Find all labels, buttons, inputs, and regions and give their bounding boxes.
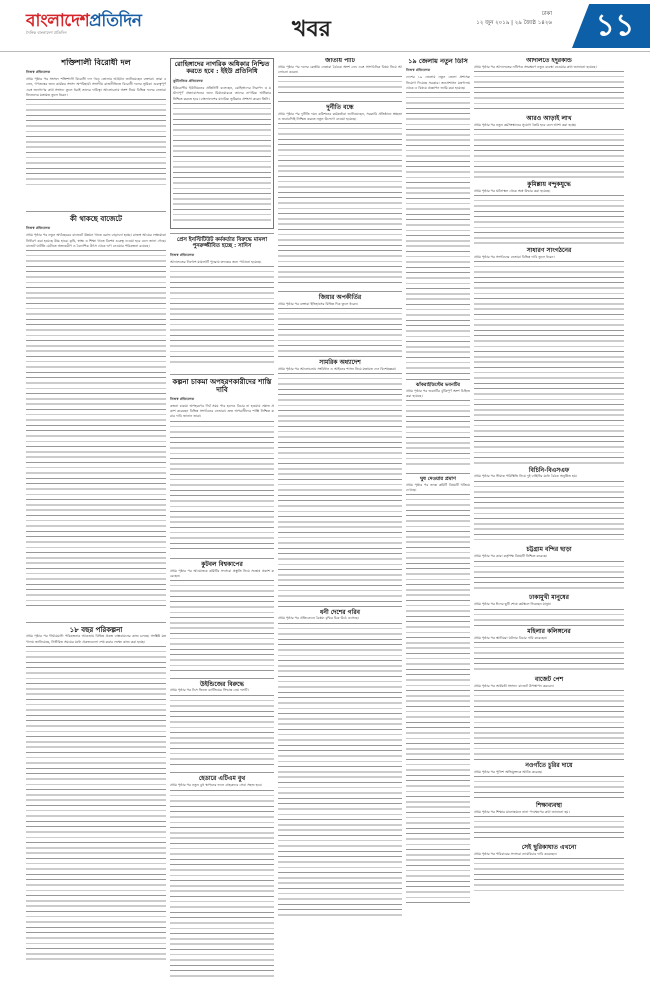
article-body — [406, 389, 470, 469]
text-lines — [474, 129, 624, 179]
article-title[interactable]: প্রেস ইনস্টিটিউট কর্মকর্তার বিরুদ্ধে মামলা পুনরুজ্জীবিত হচ্ছে : সাদিস — [176, 236, 268, 250]
body-text: কল্পনা চাকমা অপহরণের দীর্ঘ সময় পার হলেও বিচার না হওয়ায় ক্ষোভ প্রকাশ করেছেন বিভিন্ন সংগঠনের নেতারা। দ্রুত অপরাধীদের শাস্তি নিশ্চিত করার দাবি জানান তারা। — [170, 403, 274, 419]
divider — [278, 101, 402, 102]
masthead — [0, 0, 650, 52]
body-text: প্রথম পৃষ্ঠার পর সংগঠনের নেতারা বিভিন্ন দাবি তুলে ধরেন। — [474, 254, 555, 259]
article-body — [170, 404, 274, 554]
article-body — [170, 569, 274, 674]
article-box — [170, 58, 274, 229]
article-body — [406, 75, 470, 375]
date-text: ১২ জুন ২০১৯ | ২৯ জ্যৈষ্ঠ ১৪২৬ — [476, 20, 552, 26]
article-title[interactable]: আদালতে ইঁদুরকান্ড — [526, 58, 572, 64]
article-body — [474, 684, 624, 760]
byline: কূটনৈতিক প্রতিবেদক — [173, 78, 203, 83]
article-title[interactable]: কুমিল্লায় বন্দুকযুদ্ধে — [527, 180, 571, 188]
article-body — [26, 233, 166, 618]
text-lines — [26, 646, 166, 964]
article-title[interactable]: আরও আড়াই লাখ — [526, 114, 572, 122]
article-body — [26, 634, 166, 964]
body-text: প্রথম পৃষ্ঠার পর দীর্ঘমেয়াদি পরিকল্পনার আওতায় বিভিন্ন প্রকল্প বাস্তবায়নের কাজ চলছে। সংশ্লিষ্ট মন্ত্রণালয় জানিয়েছে, নির্ধারিত সময়ের মধ্যে প্রকল্পগুলো শেষ করার লক্ষ্যে কাজ করা হচ্ছে। — [26, 634, 166, 644]
column-5 — [474, 58, 624, 978]
divider — [170, 558, 274, 559]
text-lines — [406, 400, 470, 468]
text-lines — [170, 266, 274, 366]
article-title[interactable]: ঝাঁকরাইডিস্টের ভবনটির — [415, 383, 461, 389]
body-text: প্রথম পৃষ্ঠার পর আয়োজক কমিটির সদস্যরা প্রস্তুতি নিয়ে সন্তোষ প্রকাশ করেছেন। — [170, 568, 274, 578]
text-lines — [170, 580, 274, 673]
article-body — [170, 783, 274, 978]
body-text: প্রথম পৃষ্ঠার পর অর্থমন্ত্রী সংসদে বাজেট উপস্থাপন করবেন। — [474, 684, 554, 689]
body-text: ইউরোপীয় ইউনিয়নের প্রতিনিধি বলেছেন, রোহিঙ্গাদের নিরাপদ ও মর্যাদাপূর্ণ প্রত্যাবাসনের জন্য মিয়ানমারকে তাদের নাগরিক অধিকার নিশ্চিত করতে হবে। বাংলাদেশের মানবিক ভূমিকার প্রশংসা করেন তিনি। — [173, 85, 271, 101]
body-text: প্রথম পৃষ্ঠার পর কারা কর্তৃপক্ষ বিষয়টি নিশ্চিত করেছে। — [474, 554, 548, 559]
article-title[interactable]: বিচিনি-বিএসএফ — [528, 466, 570, 474]
article-title[interactable]: চট্টগ্রাম বন্দির ছাড়া — [526, 546, 572, 554]
text-lines — [170, 695, 274, 769]
article-title[interactable]: বাজেট পেশ — [534, 676, 564, 684]
section-title: খবর — [292, 16, 331, 42]
page-number-tab — [558, 0, 650, 52]
divider — [170, 233, 274, 234]
article-title[interactable]: কী থাকছে বাজেটে — [70, 214, 122, 224]
article-title[interactable]: সামরিক অধ্যাদেশ — [319, 358, 361, 366]
divider — [26, 211, 166, 212]
body-text: প্রথম পৃষ্ঠার পর ঈদের ছুটি শেষে কর্মস্থলে ফিরছেন মানুষ। — [474, 602, 551, 607]
byline: নিজস্ব প্রতিবেদক — [170, 396, 195, 401]
body-text: প্রথম পৃষ্ঠার পর পুলিশ অভিযুক্তকে আটক করেছে। — [474, 769, 543, 774]
article-body — [278, 616, 402, 916]
body-text: প্রথম পৃষ্ঠার পর প্রতিবেদনে বৈষম্য বৃদ্ধির চিত্র উঠে এসেছে। — [278, 616, 359, 621]
article-body — [474, 255, 624, 465]
text-lines — [474, 858, 624, 892]
article-body — [474, 602, 624, 626]
byline: নিজস্ব প্রতিবেদক — [26, 70, 51, 75]
text-lines — [474, 561, 624, 593]
body-text: প্রথম পৃষ্ঠার পর বক্তারা ইতিহাসের বিভিন্ন দিক তুলে ধরেন। — [278, 301, 358, 306]
article-body — [474, 474, 624, 544]
divider — [170, 374, 274, 375]
article-title[interactable]: ১৯ জেলায় নতুন ডিসি — [408, 58, 468, 65]
text-lines — [406, 494, 470, 902]
column-2 — [170, 58, 274, 978]
article-title[interactable]: শিক্ষাব্যবস্থা — [536, 801, 562, 809]
byline: নিজস্ব প্রতিবেদক — [170, 252, 195, 257]
article-body — [474, 65, 624, 113]
article-body — [474, 810, 624, 842]
article-title[interactable]: রোহিঙ্গাদের নাগরিক অধিকার নিশ্চিত করতে হবে : ইইউ প্রতিনিধি — [174, 60, 270, 76]
divider — [278, 356, 402, 357]
article-title[interactable]: ঘুষ দেওয়ার প্রমাণ — [420, 475, 456, 482]
page-number: ১১ — [595, 8, 635, 43]
body-text: দেশের ১৯ জেলায় নতুন জেলা প্রশাসক নিয়োগ দিয়েছে সরকার। জনপ্রশাসন মন্ত্রণালয় থেকে এ বিষয়ে প্রজ্ঞাপন জারি করা হয়েছে। — [406, 75, 470, 91]
body-text: প্রথম পৃষ্ঠার পর আদালতের নথিপত্র সংরক্ষণে নতুন ব্যবস্থা নেওয়ার কথা জানানো হয়েছে। — [474, 64, 597, 69]
article-body — [26, 77, 166, 207]
text-lines — [170, 421, 274, 551]
text-lines — [26, 250, 166, 610]
text-lines — [474, 642, 624, 674]
article-title[interactable]: সাধারণ সাংগঠনের — [526, 246, 572, 254]
article-title[interactable]: নওগাঁতে চুরির দায়ে — [525, 762, 573, 770]
article-title[interactable]: উইন্ডিজের বিরুদ্ধে — [200, 680, 244, 688]
article-title[interactable]: ধনী দেশের গরিব — [320, 608, 360, 616]
text-lines — [170, 790, 274, 978]
body-text: প্রথম পৃষ্ঠার পর টসে জিতে ব্যাটিংয়ের সিদ্ধান্ত নেয় দলটি। — [170, 688, 249, 693]
logo-part-2: প্রতিদিন — [89, 11, 142, 31]
divider — [26, 622, 166, 623]
byline: নিজস্ব প্রতিবেদক — [406, 68, 431, 73]
article-title[interactable]: ঢাকামুখী মানুষের — [529, 594, 569, 602]
body-text: প্রথম পৃষ্ঠার পর শিক্ষার মানোন্নয়নে নানা পদক্ষেপের কথা জানানো হয়। — [474, 809, 570, 814]
article-body — [170, 688, 274, 768]
article-body — [474, 123, 624, 179]
text-lines — [406, 92, 470, 375]
body-text: প্রথম পৃষ্ঠার পর ঘটনাস্থল থেকে অস্ত্র উদ্ধার করা হয়েছে। — [474, 188, 551, 193]
article-body — [406, 483, 470, 903]
body-text: প্রথম পৃষ্ঠার পর আলোচনায় সংবিধান ও আইনের শাসন নিয়ে মতামত দেন বিশেষজ্ঞরা। — [278, 366, 397, 371]
article-body — [278, 302, 402, 352]
article-title[interactable]: জিয়ার অপকীর্তির — [318, 293, 362, 301]
divider — [170, 772, 274, 773]
body-text: প্রথম পৃষ্ঠার পর তদন্ত কমিটি বিষয়টি খতিয়ে দেখছে। — [406, 482, 470, 492]
body-text: প্রথম পৃষ্ঠার পর ভবনটির ঝুঁকিপূর্ণ অংশ চিহ্নিত করা হয়েছে। — [406, 388, 470, 399]
text-lines — [474, 261, 624, 465]
column-3 — [278, 58, 402, 978]
divider — [406, 379, 470, 380]
text-lines — [278, 308, 402, 352]
text-lines — [26, 99, 166, 189]
article-title[interactable]: জাতীয় পার্টি — [325, 58, 355, 64]
divider — [170, 678, 274, 679]
text-lines — [278, 373, 402, 602]
divider — [278, 606, 402, 607]
article-title[interactable]: শক্তিশালী বিরোধী দল — [61, 58, 131, 67]
text-lines — [278, 76, 402, 96]
article-body — [474, 852, 624, 892]
body-text: প্রথম পৃষ্ঠার পর দলের কেন্দ্রীয় নেতারা বৈঠকে অংশ নেন এবং সাংগঠনিক বিষয় নিয়ে আলোচনা করেন। — [278, 64, 402, 75]
text-lines — [474, 195, 624, 245]
article-body — [173, 86, 271, 226]
text-lines — [173, 103, 271, 223]
body-text: প্রথম পৃষ্ঠার পর সংসদে শক্তিশালী বিরোধী দল গড়ে তোলার আহ্বান জানিয়েছেন বক্তারা। তারা বলেন, গণতন্ত্রের জন্য কার্যকর সংসদ অপরিহার্য। সংসদীয় রাজনীতিতে বিরোধী দলের ভূমিকা গুরুত্বপূর্ণ এবং জনগণের কথা সংসদে তুলে ধরাই তাদের দায়িত্ব। আলোচনায় অংশ নিয়ে বিভিন্ন দলের নেতারা নিজেদের মতামত তুলে ধরেন। — [26, 77, 166, 98]
logo-part-1: বাংলাদেশ — [26, 11, 90, 31]
date-line — [476, 10, 552, 28]
text-lines — [278, 123, 402, 286]
article-body — [474, 770, 624, 800]
article-body — [278, 367, 402, 602]
article-body — [278, 65, 402, 97]
article-title[interactable]: কুটবল বিশ্বকাপের — [201, 560, 243, 568]
divider — [278, 291, 402, 292]
article-title[interactable]: সেই ছুরিকাঘাত এখনো — [521, 843, 577, 851]
column-4 — [406, 58, 470, 978]
date-place: ঢাকা — [541, 11, 552, 17]
body-text: প্রথম পৃষ্ঠার পর স্থানীয়রা ঘটনার বিচার দাবি করেছেন। — [474, 636, 548, 641]
article-body — [474, 189, 624, 245]
text-lines — [474, 481, 624, 545]
text-lines — [474, 816, 624, 842]
body-text: আদালতের নির্দেশে মামলাটি পুনরায় তদন্তের জন্য পাঠানো হয়েছে। — [170, 259, 262, 264]
body-text: প্রথম পৃষ্ঠার পর নতুন অর্থবছরের বাজেটে উন্নয়ন খাতে বরাদ্দ বাড়ানো হচ্ছে। রাজস্ব আয়ের লক্ষ্যমাত্রা নির্ধারণ করা হয়েছে উচ্চ হারে। কৃষি, স্বাস্থ্য ও শিক্ষা খাতে বিশেষ গুরুত্ব দেওয়া হবে বলে জানা গেছে। বাজেট ঘাটতি মেটাতে অভ্যন্তরীণ ও বৈদেশিক উৎস থেকে ঋণ নেওয়ার পরিকল্পনা রয়েছে। — [26, 233, 166, 248]
column-1 — [26, 58, 166, 978]
article-title[interactable]: ১৮ বছর পরিকল্পনা — [69, 625, 123, 635]
text-lines — [474, 71, 624, 113]
body-text: প্রথম পৃষ্ঠার পর সীমান্ত পরিস্থিতি নিয়ে দুই বাহিনীর মধ্যে বৈঠক অনুষ্ঠিত হয়। — [474, 474, 578, 479]
divider — [406, 473, 470, 474]
text-lines — [474, 776, 624, 800]
body-text: প্রথম পৃষ্ঠার পর দুর্নীতি দমন কমিশনের কর্মকর্তারা জানিয়েছেন, সরকারি প্রতিষ্ঠানে স্বচ্ছতা ও জবাবদিহি নিশ্চিত করতে নতুন উদ্যোগ নেওয়া হয়েছে। — [278, 111, 402, 122]
text-lines — [278, 623, 402, 917]
body-text: প্রথম পৃষ্ঠার পর নতুন কর্মসংস্থানের সুযোগ তৈরি হবে বলে আশা করা হচ্ছে। — [474, 122, 577, 127]
article-title[interactable]: হেডারে এটিএম বুথ — [198, 775, 246, 783]
text-lines — [474, 609, 624, 627]
article-title[interactable]: মহিলার কলিঙ্গনের — [527, 628, 571, 636]
article-title[interactable]: কল্পনা চাকমা অপহরণকারীদের শাস্তি দাবি — [172, 376, 272, 394]
byline: নিজস্ব প্রতিবেদক — [26, 226, 51, 231]
body-text: প্রথম পৃষ্ঠার পর নতুন বুথ স্থাপনের ফলে গ্রাহকদের সেবা সহজ হবে। — [170, 783, 263, 788]
article-body — [170, 260, 274, 370]
body-text: প্রথম পৃষ্ঠার পর পরিবারের সদস্যরা ন্যায়বিচার দাবি করেছেন। — [474, 851, 557, 856]
article-title[interactable]: দুর্নীতি বন্ধে — [326, 103, 354, 111]
article-body — [474, 554, 624, 592]
article-body — [278, 112, 402, 287]
logo-tagline: দৈনিক বাংলাদেশ প্রতিদিন — [26, 30, 67, 35]
text-lines — [474, 690, 624, 760]
article-body — [474, 636, 624, 674]
